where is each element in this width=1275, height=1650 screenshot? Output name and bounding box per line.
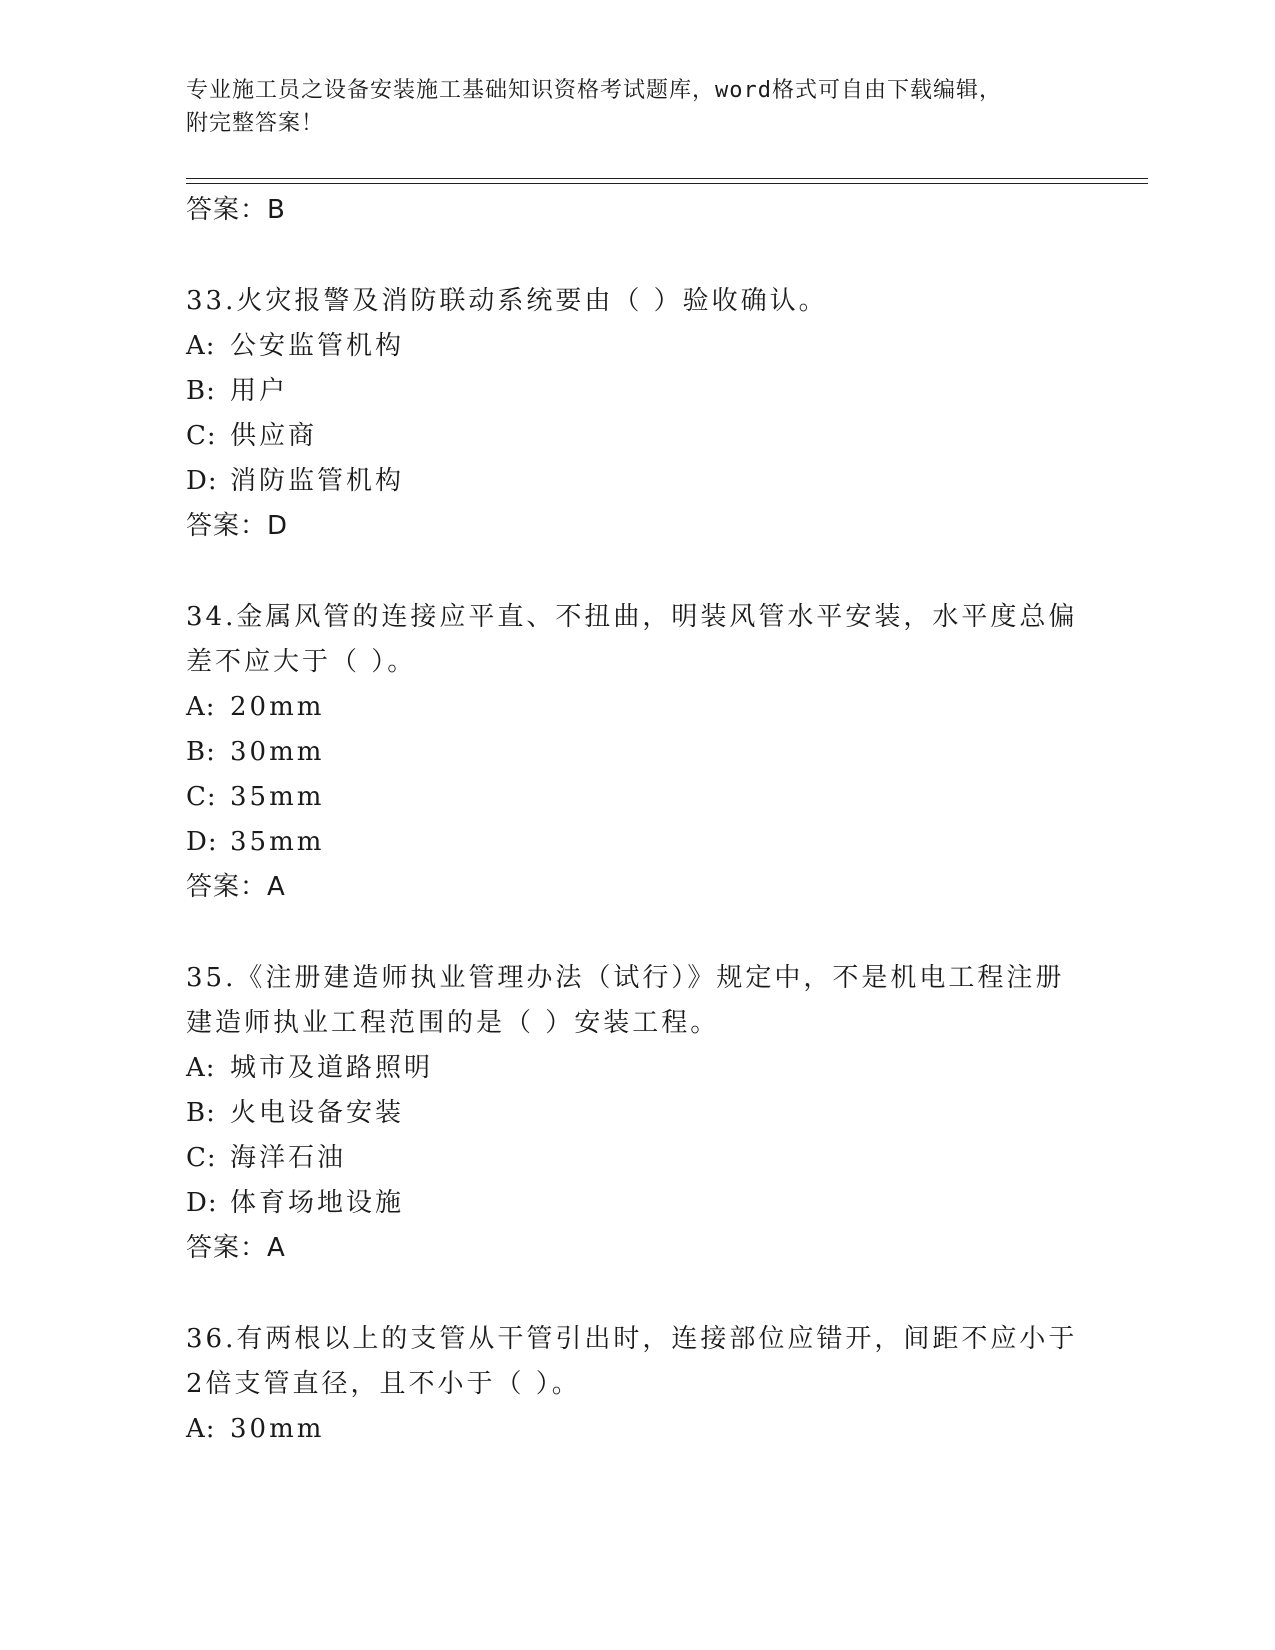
option-text: 35mm xyxy=(230,827,325,857)
answer-text: 答案：A xyxy=(186,1233,286,1263)
option-letter: A: xyxy=(186,1414,216,1444)
option-d xyxy=(186,459,1086,504)
option-text: 城市及道路照明 xyxy=(230,1053,434,1083)
question-content xyxy=(186,188,1086,1452)
option-text: 体育场地设施 xyxy=(230,1188,405,1218)
option-letter: C: xyxy=(186,421,217,451)
option-a xyxy=(186,685,1086,730)
option-letter: B: xyxy=(186,737,216,767)
question-block-36 xyxy=(186,1317,1086,1452)
option-c xyxy=(186,775,1086,820)
option-b xyxy=(186,730,1086,775)
option-letter: D: xyxy=(186,1188,218,1218)
question-block-35 xyxy=(186,956,1086,1271)
header-rule-bottom xyxy=(186,183,1148,184)
question-text: 35.《注册建造师执业管理办法（试行）》规定中，不是机电工程注册建造师执业工程范围的是（ ）安装工程。 xyxy=(186,963,1065,1038)
option-letter: C: xyxy=(186,1143,217,1173)
option-text: 20mm xyxy=(230,692,325,722)
option-letter: A: xyxy=(186,692,216,722)
header-rule-top xyxy=(186,178,1148,179)
answer-text: 答案：D xyxy=(186,511,289,541)
option-text: 火电设备安装 xyxy=(230,1098,405,1128)
option-text: 用户 xyxy=(230,376,289,406)
option-b xyxy=(186,1091,1086,1136)
option-b xyxy=(186,369,1086,414)
answer-text: 答案：A xyxy=(186,872,286,902)
option-letter: B: xyxy=(186,376,216,406)
option-letter: C: xyxy=(186,782,217,812)
option-text: 海洋石油 xyxy=(230,1143,347,1173)
option-text: 供应商 xyxy=(230,421,318,451)
question-block-34 xyxy=(186,595,1086,910)
option-d xyxy=(186,820,1086,865)
option-d xyxy=(186,1181,1086,1226)
question-block-33 xyxy=(186,279,1086,549)
question-text: 33.火灾报警及消防联动系统要由（ ）验收确认。 xyxy=(186,286,828,316)
document-header xyxy=(186,74,1066,140)
option-letter: A: xyxy=(186,1053,216,1083)
option-letter: D: xyxy=(186,466,218,496)
header-line-1: 专业施工员之设备安装施工基础知识资格考试题库，word格式可自由下载编辑， xyxy=(186,78,1002,103)
option-c xyxy=(186,414,1086,459)
option-text: 35mm xyxy=(230,782,325,812)
question-text: 34.金属风管的连接应平直、不扭曲，明装风管水平安装，水平度总偏差不应大于（ ）。 xyxy=(186,602,1078,677)
option-letter: B: xyxy=(186,1098,216,1128)
option-text: 消防监管机构 xyxy=(230,466,405,496)
option-text: 公安监管机构 xyxy=(230,331,405,361)
previous-answer: 答案：B xyxy=(186,195,286,225)
header-line-2: 附完整答案！ xyxy=(186,111,325,136)
option-a xyxy=(186,324,1086,369)
option-letter: A: xyxy=(186,331,216,361)
option-c xyxy=(186,1136,1086,1181)
question-text: 36.有两根以上的支管从干管引出时，连接部位应错开，间距不应小于2倍支管直径，且不小于（ ）。 xyxy=(186,1324,1078,1399)
option-a xyxy=(186,1407,1086,1452)
option-letter: D: xyxy=(186,827,218,857)
option-text: 30mm xyxy=(230,1414,325,1444)
option-text: 30mm xyxy=(230,737,325,767)
option-a xyxy=(186,1046,1086,1091)
